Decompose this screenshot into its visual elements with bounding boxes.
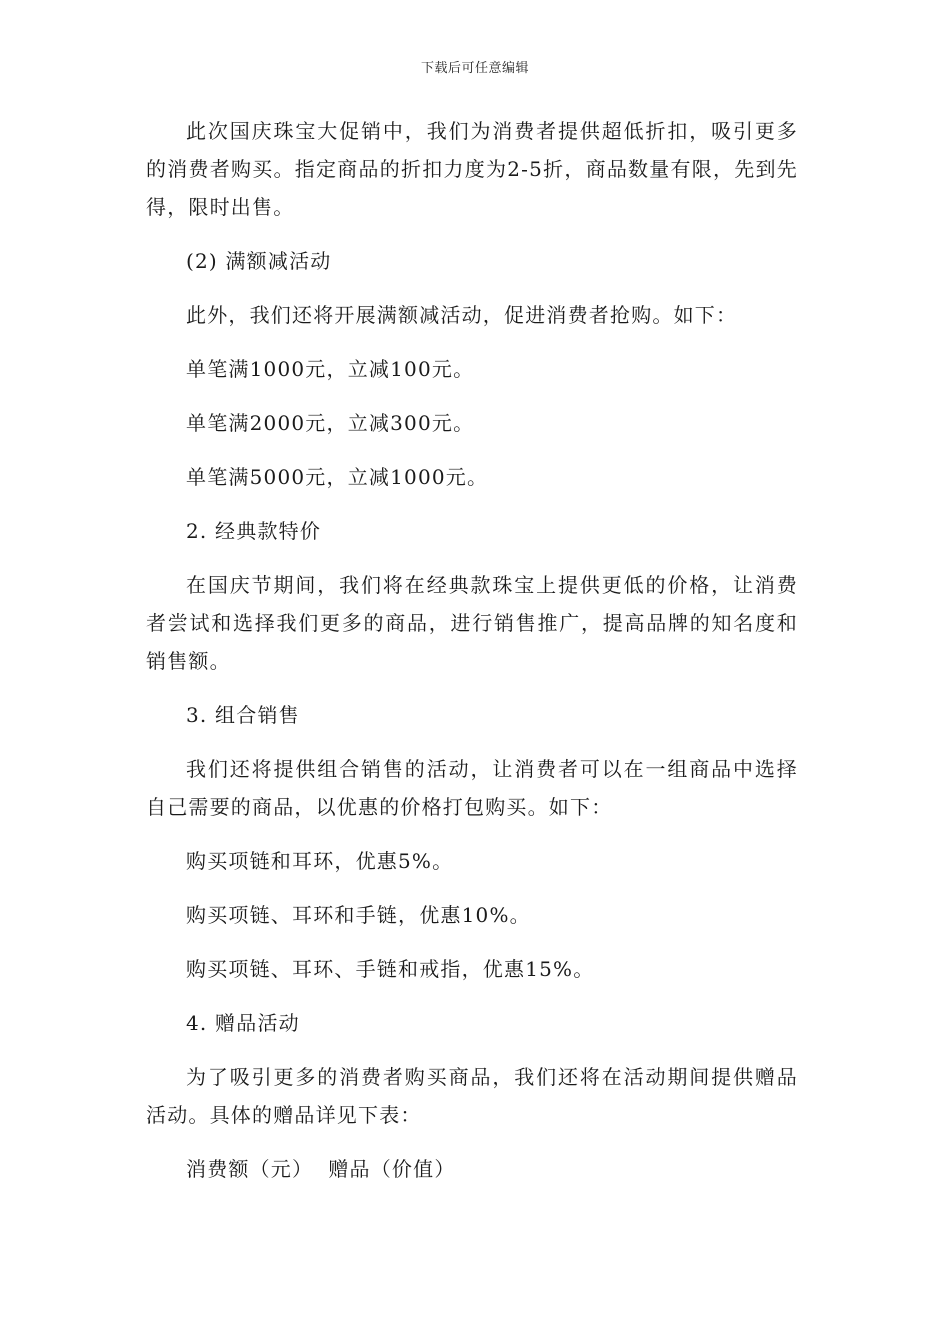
heading-full-reduction: (2) 满额减活动 bbox=[186, 249, 332, 273]
heading-bundle-sale: 3. 组合销售 bbox=[186, 703, 300, 727]
paragraph-discount-intro: 此次国庆珠宝大促销中，我们为消费者提供超低折扣，吸引更多的消费者购买。指定商品的折扣力度为2-5折，商品数量有限，先到先得，限时出售。 bbox=[146, 119, 798, 219]
list-item-bundle-10: 购买项链、耳环和手链，优惠10%。 bbox=[186, 903, 531, 927]
paragraph-gift-activity: 为了吸引更多的消费者购买商品，我们还将在活动期间提供赠品活动。具体的赠品详见下表： bbox=[146, 1065, 798, 1127]
header-note: 下载后可任意编辑 bbox=[420, 61, 529, 76]
table-header-gift: 消费额（元） 赠品（价值） bbox=[186, 1157, 456, 1181]
list-item-reduction-2000: 单笔满2000元，立减300元。 bbox=[186, 411, 475, 435]
list-item-bundle-5: 购买项链和耳环，优惠5%。 bbox=[186, 849, 454, 873]
heading-gift-activity: 4. 赠品活动 bbox=[186, 1011, 300, 1035]
list-item-reduction-1000: 单笔满1000元，立减100元。 bbox=[186, 357, 475, 381]
paragraph-bundle-sale: 我们还将提供组合销售的活动，让消费者可以在一组商品中选择自己需要的商品，以优惠的价格打包购买。如下： bbox=[146, 757, 798, 819]
heading-classic-special: 2. 经典款特价 bbox=[186, 519, 322, 543]
list-item-reduction-5000: 单笔满5000元，立减1000元。 bbox=[186, 465, 489, 489]
list-item-bundle-15: 购买项链、耳环、手链和戒指，优惠15%。 bbox=[186, 957, 595, 981]
document-body bbox=[146, 112, 798, 1204]
paragraph-full-reduction-intro: 此外，我们还将开展满额减活动，促进消费者抢购。如下： bbox=[186, 303, 738, 327]
paragraph-classic-special: 在国庆节期间，我们将在经典款珠宝上提供更低的价格，让消费者尝试和选择我们更多的商品，进行销售推广，提高品牌的知名度和销售额。 bbox=[146, 573, 798, 673]
